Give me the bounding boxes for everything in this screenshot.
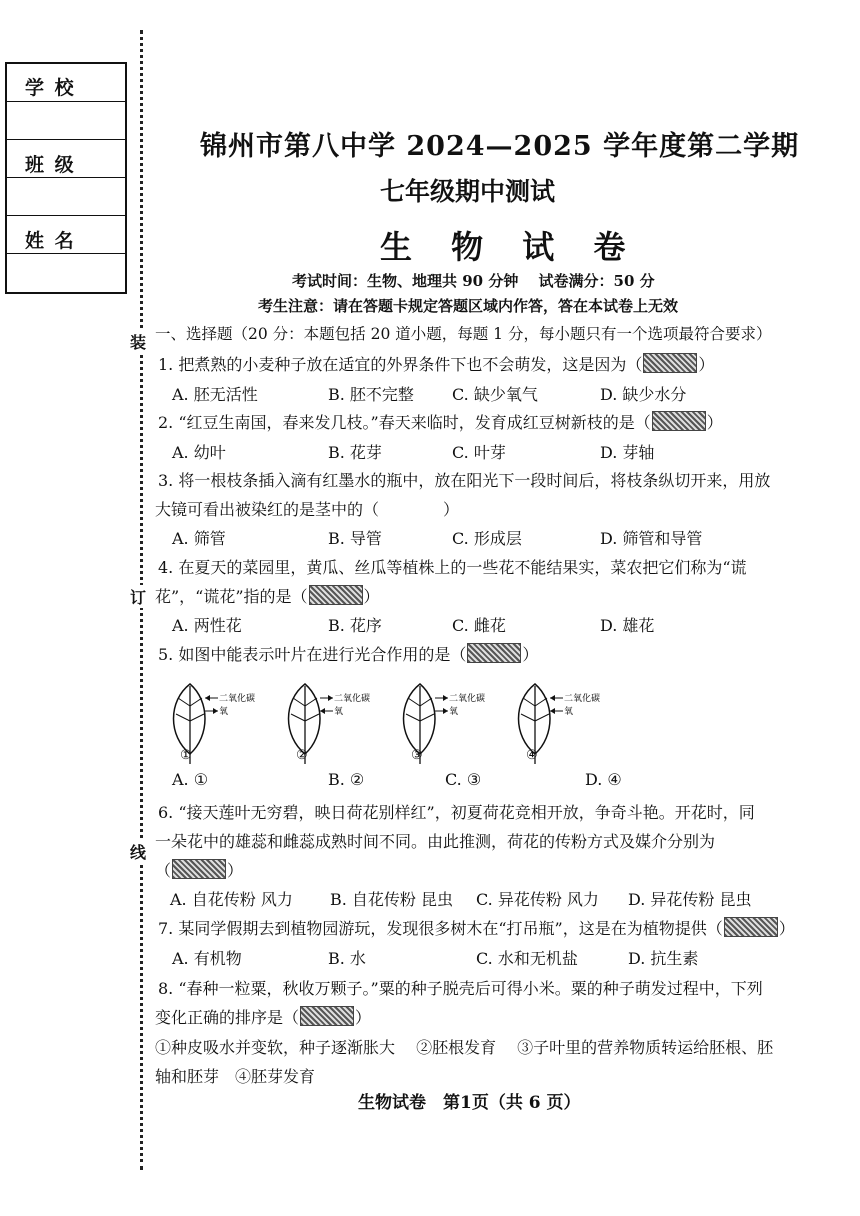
page-footer: 生物试卷 第1页（共 6 页）: [358, 1093, 581, 1113]
class-field[interactable]: [7, 178, 125, 216]
q1-option-b[interactable]: B. 胚不完整: [328, 385, 414, 404]
q2-option-c[interactable]: C. 叶芽: [452, 443, 506, 462]
section-heading: 一、选择题（20 分：本题包括 20 道小题，每题 1 分，每小题只有一个选项最符合要求）: [155, 325, 772, 343]
question-5-stem: 5. 如图中能表示叶片在进行光合作用的是（: [158, 645, 467, 664]
leaf-3-bottom-label: 氧: [449, 707, 459, 717]
q4-option-c[interactable]: C. 雌花: [452, 616, 506, 635]
answer-blot: [724, 917, 778, 937]
school-field[interactable]: [7, 102, 125, 140]
question-4-line1: 4. 在夏天的菜园里，黄瓜、丝瓜等植株上的一些花不能结果实，菜农把它们称为“谎: [158, 558, 747, 577]
question-3-line1: 3. 将一根枝条插入滴有红墨水的瓶中，放在阳光下一段时间后，将枝条纵切开来，用放: [158, 471, 771, 490]
q4-option-b[interactable]: B. 花序: [328, 616, 382, 635]
leaf-2-top-label: 二氧化碳: [334, 694, 371, 704]
answer-blot: [172, 859, 226, 879]
leaf-figure-4: [505, 676, 605, 766]
question-6-line3: [155, 858, 243, 881]
exam-subject: 生 物 试 卷: [380, 228, 640, 266]
q1-option-d[interactable]: D. 缺少水分: [600, 385, 687, 404]
q5-option-b[interactable]: B. ②: [328, 770, 365, 789]
leaf-figure-2: [275, 676, 375, 766]
question-7-close: ）: [778, 919, 795, 938]
student-info-box: 学 校 班 级 姓 名: [5, 62, 127, 294]
question-2: [158, 410, 723, 433]
q1-option-a[interactable]: A. 胚无活性: [172, 385, 258, 404]
question-8-line1: 8. “春种一粒粟，秋收万颗子。”粟的种子脱壳后可得小米。粟的种子萌发过程中，下列: [158, 979, 763, 998]
question-8-close: ）: [355, 1008, 372, 1027]
question-5: [158, 642, 538, 665]
question-2-stem: 2. “红豆生南国，春来发几枝。”春天来临时，发育成红豆树新枝的是（: [158, 413, 651, 432]
q7-option-c[interactable]: C. 水和无机盐: [476, 949, 578, 968]
question-6-close: ）: [227, 861, 244, 880]
leaf-4-top-label: 二氧化碳: [564, 694, 601, 704]
question-1: [158, 352, 714, 375]
answer-blot: [467, 643, 521, 663]
q5-option-c[interactable]: C. ③: [445, 770, 482, 789]
leaf-figure-1: [160, 676, 260, 766]
leaf-4-bottom-label: 氧: [564, 707, 574, 717]
question-8-line4: 轴和胚芽 ④胚芽发育: [155, 1067, 316, 1086]
q6-option-d[interactable]: D. 异花传粉 昆虫: [628, 890, 752, 909]
exam-notice: 考生注意：请在答题卡规定答题区域内作答，答在本试卷上无效: [258, 297, 679, 315]
exam-time-info: 考试时间：生物、地理共 90 分钟 试卷满分：50 分: [292, 272, 655, 290]
q7-option-d[interactable]: D. 抗生素: [628, 949, 699, 968]
leaf-4-number: ④: [526, 748, 538, 763]
q3-option-d[interactable]: D. 筛管和导管: [600, 529, 703, 548]
q3-option-a[interactable]: A. 筛管: [172, 529, 226, 548]
answer-blot: [652, 411, 706, 431]
leaf-2-bottom-label: 氧: [334, 707, 344, 717]
question-1-close: ）: [698, 355, 715, 374]
answer-blot: [643, 353, 697, 373]
leaf-1-top-label: 二氧化碳: [219, 694, 256, 704]
q3-option-b[interactable]: B. 导管: [328, 529, 382, 548]
exam-subtitle: 七年级期中测试: [380, 177, 556, 206]
q6-option-b[interactable]: B. 自花传粉 昆虫: [330, 890, 454, 909]
q6-option-c[interactable]: C. 异花传粉 风力: [476, 890, 599, 909]
question-2-close: ）: [706, 413, 723, 432]
q4-option-a[interactable]: A. 两性花: [172, 616, 242, 635]
q2-option-a[interactable]: A. 幼叶: [172, 443, 226, 462]
question-6-open: （: [155, 861, 172, 880]
q7-option-a[interactable]: A. 有机物: [172, 949, 242, 968]
question-3-line2: 大镜可看出被染红的是茎中的（ ）: [155, 500, 460, 519]
leaf-1-number: ①: [180, 748, 192, 763]
question-8-line3: ①种皮吸水并变软，种子逐渐胀大 ②胚根发育 ③子叶里的营养物质转运给胚根、胚: [155, 1038, 774, 1057]
q2-option-d[interactable]: D. 芽轴: [600, 443, 655, 462]
question-8-line2-text: 变化正确的排序是（: [155, 1008, 300, 1027]
question-6-line1: 6. “接天莲叶无穷碧，映日荷花别样红”，初夏荷花竞相开放，争奇斗艳。开花时，同: [158, 803, 755, 822]
q6-option-a[interactable]: A. 自花传粉 风力: [170, 890, 293, 909]
binding-mark-xian: 线: [130, 840, 146, 863]
name-field[interactable]: [7, 254, 125, 292]
answer-blot: [309, 585, 363, 605]
leaf-figure-3: [390, 676, 490, 766]
question-1-stem: 1. 把煮熟的小麦种子放在适宜的外界条件下也不会萌发，这是因为（: [158, 355, 643, 374]
question-5-close: ）: [522, 645, 539, 664]
leaf-1-bottom-label: 氧: [219, 707, 229, 717]
answer-blot: [300, 1006, 354, 1026]
q7-option-b[interactable]: B. 水: [328, 949, 366, 968]
q3-option-c[interactable]: C. 形成层: [452, 529, 522, 548]
question-8-line2: [155, 1005, 371, 1028]
q4-option-d[interactable]: D. 雄花: [600, 616, 655, 635]
question-6-line2: 一朵花中的雄蕊和雌蕊成熟时间不同。由此推测，荷花的传粉方式及媒介分别为: [155, 832, 716, 851]
question-7: [158, 916, 795, 939]
question-4-close: ）: [363, 587, 380, 606]
leaf-2-number: ②: [296, 748, 308, 763]
exam-title: 锦州市第八中学 2024—2025 学年度第二学期: [200, 131, 800, 162]
q1-option-c[interactable]: C. 缺少氧气: [452, 385, 538, 404]
q5-option-a[interactable]: A. ①: [172, 770, 209, 789]
question-7-stem: 7. 某同学假期去到植物园游玩，发现很多树木在“打吊瓶”，这是在为植物提供（: [158, 919, 723, 938]
binding-mark-zhuang: 装: [130, 330, 146, 353]
q5-option-d[interactable]: D. ④: [585, 770, 622, 789]
leaf-3-top-label: 二氧化碳: [449, 694, 486, 704]
binding-mark-ding: 订: [130, 585, 146, 608]
leaf-3-number: ③: [411, 748, 423, 763]
question-4-line2: [155, 584, 380, 607]
question-4-line2-text: 花”，“谎花”指的是（: [155, 587, 308, 606]
q2-option-b[interactable]: B. 花芽: [328, 443, 382, 462]
